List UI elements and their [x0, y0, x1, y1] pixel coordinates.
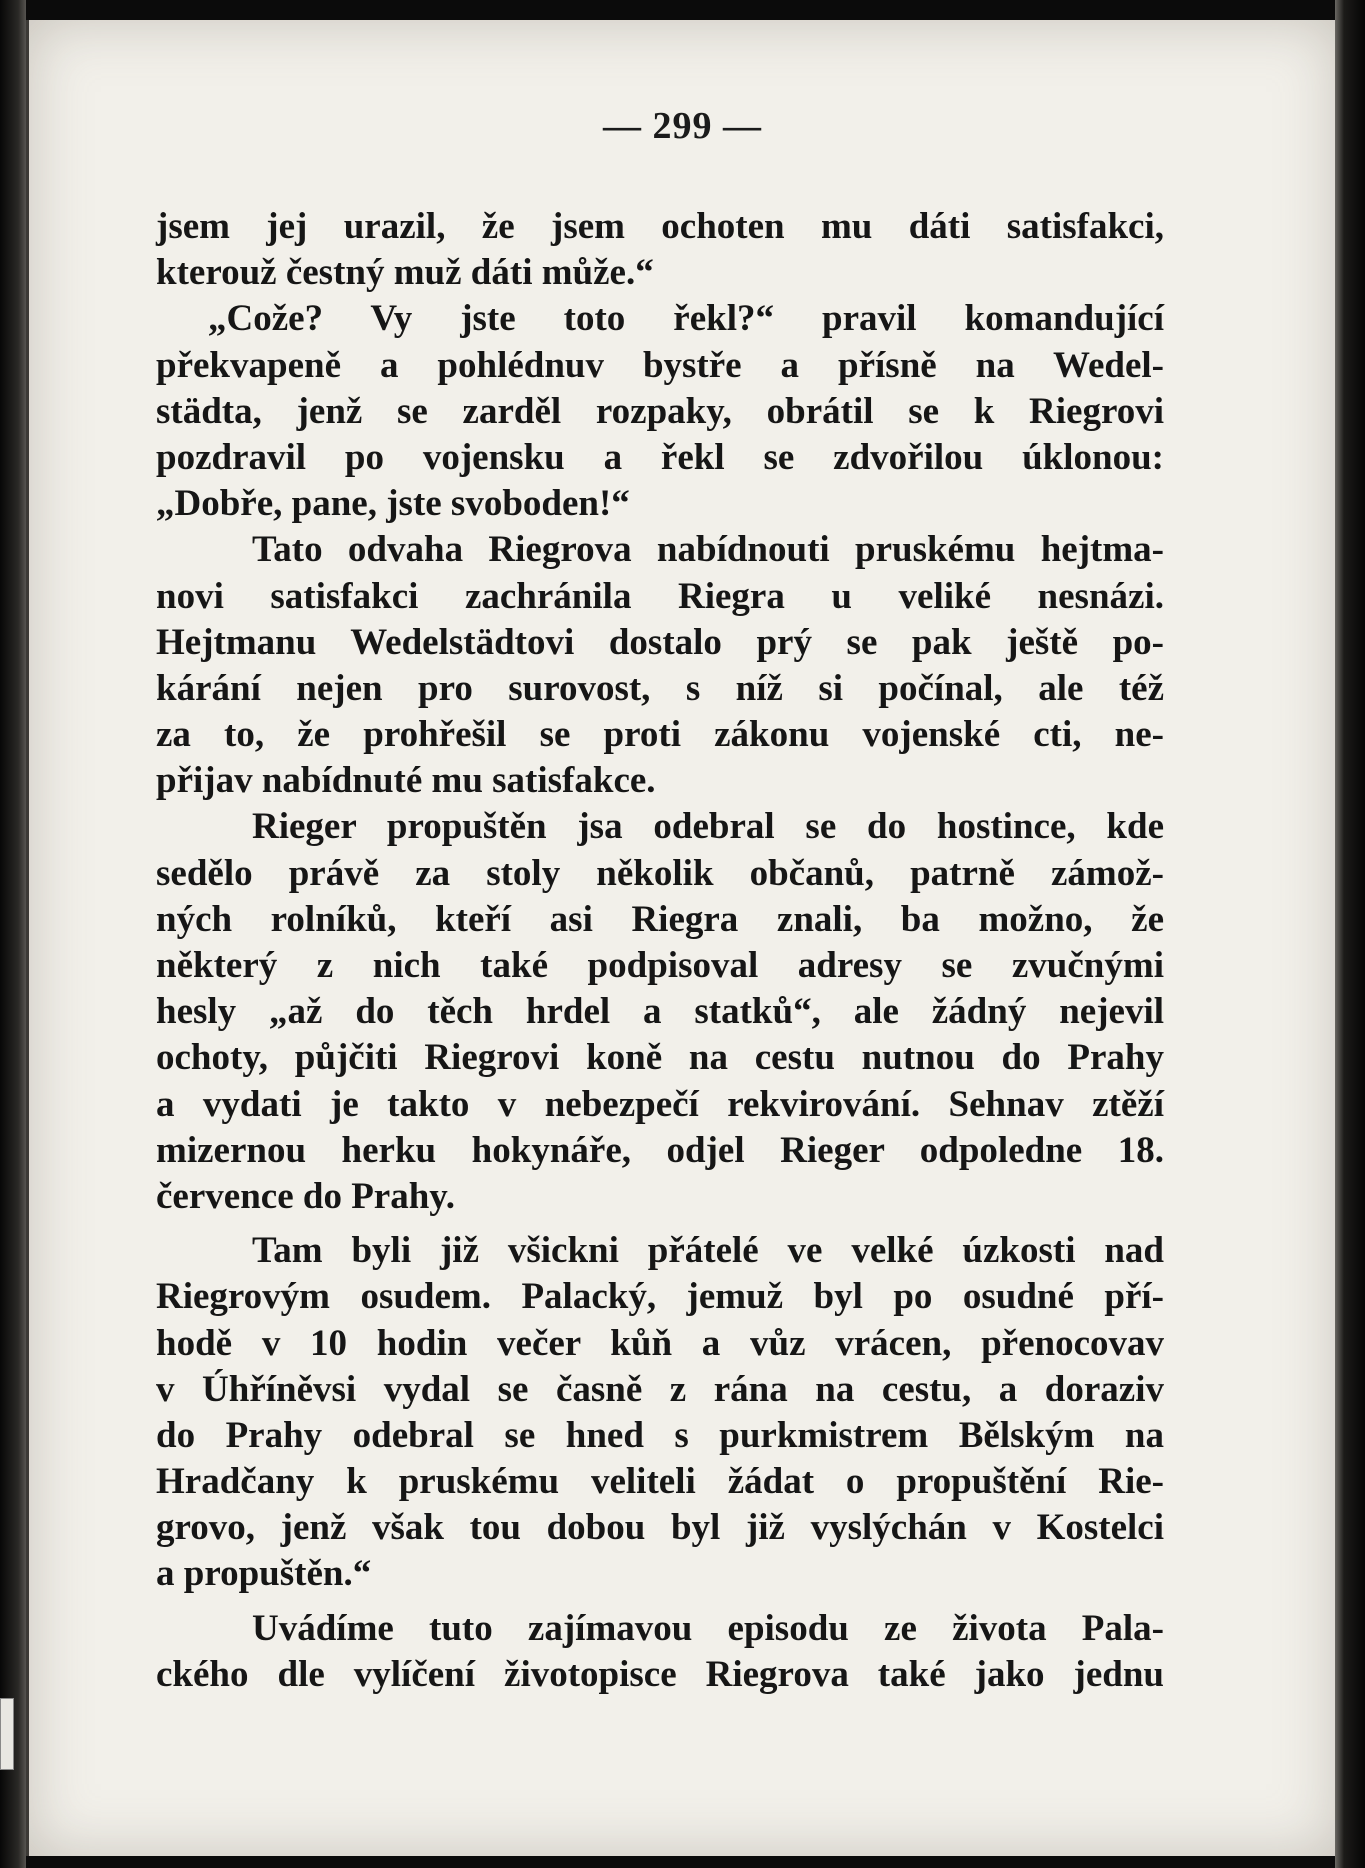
- right-scan-border: [1335, 0, 1365, 1868]
- text-line: jsem jej urazil, že jsem ochoten mu dáti satisfakci,: [156, 206, 1164, 247]
- text-line: Tam byli již všickni přátelé ve velké úzkosti nad: [252, 1230, 1164, 1272]
- text-line: ckého dle vylíčení životopisce Riegrova také jako jednu: [156, 1653, 1164, 1695]
- text-line: překvapeně a pohlédnuv bystře a přísně na Wedel-: [156, 344, 1164, 386]
- text-line: „Dobře, pane, jste svoboden!“: [156, 483, 630, 525]
- text-line: do Prahy odebral se hned s purkmistrem Bělským na: [156, 1414, 1164, 1456]
- page-number: — 299 —: [603, 105, 762, 147]
- text-line: Uvádíme tuto zajímavou episodu ze života Pala-: [252, 1607, 1164, 1649]
- text-line: a propuštěn.“: [156, 1553, 372, 1595]
- text-line: Hejtmanu Wedelstädtovi dostalo prý se pak ještě po-: [156, 621, 1164, 663]
- text-line: mizernou herku hokynáře, odjel Rieger odpoledne 18.: [156, 1129, 1164, 1171]
- text-line: a vydati je takto v nebezpečí rekvirování. Sehnav ztěží: [156, 1083, 1164, 1125]
- text-line: přijav nabídnuté mu satisfakce.: [156, 760, 656, 802]
- text-line: Hradčany k pruskému veliteli žádat o propuštění Rie-: [156, 1461, 1164, 1503]
- text-line: „Cože? Vy jste toto řekl?“ pravil komandující: [208, 298, 1164, 340]
- text-line: v Úhříněvsi vydal se časně z rána na cestu, a doraziv: [156, 1368, 1164, 1410]
- text-line: grovo, jenž však tou dobou byl již vyslýchán v Kostelci: [156, 1507, 1164, 1549]
- text-line: Riegrovým osudem. Palacký, jemuž byl po osudné pří-: [156, 1276, 1164, 1318]
- text-line: některý z nich také podpisoval adresy se zvučnými: [156, 945, 1164, 986]
- text-line: pozdravil po vojensku a řekl se zdvořilou úklonou:: [156, 436, 1164, 478]
- text-line: Tato odvaha Riegrova nabídnouti pruskému hejtma-: [252, 529, 1164, 571]
- text-line: kárání nejen pro surovost, s níž si počínal, ale též: [156, 667, 1164, 709]
- text-line: Rieger propuštěn jsa odebral se do hostince, kde: [252, 806, 1164, 848]
- text-line: hodě v 10 hodin večer kůň a vůz vrácen, přenocovav: [156, 1322, 1164, 1364]
- text-line: kterouž čestný muž dáti může.“: [156, 252, 654, 294]
- text-line: hesly „až do těch hrdel a statků“, ale žádný nejevil: [156, 991, 1164, 1033]
- text-line: ných rolníků, kteří asi Riegra znali, ba možno, že: [156, 898, 1164, 940]
- text-line: za to, že prohřešil se proti zákonu vojenské cti, ne-: [156, 714, 1164, 756]
- text-line: sedělo právě za stoly několik občanů, patrně zámož-: [156, 852, 1164, 894]
- text-line: novi satisfakci zachránila Riegra u veliké nesnázi.: [156, 575, 1164, 617]
- body-text: [156, 204, 1164, 1698]
- text-line: července do Prahy.: [156, 1175, 455, 1217]
- text-line: städta, jenž se zarděl rozpaky, obrátil se k Riegrovi: [156, 390, 1164, 432]
- text-line: ochoty, půjčiti Riegrovi koně na cestu nutnou do Prahy: [156, 1037, 1164, 1079]
- left-scan-border: [0, 0, 26, 1868]
- page-edge-mark-left: [0, 1698, 14, 1770]
